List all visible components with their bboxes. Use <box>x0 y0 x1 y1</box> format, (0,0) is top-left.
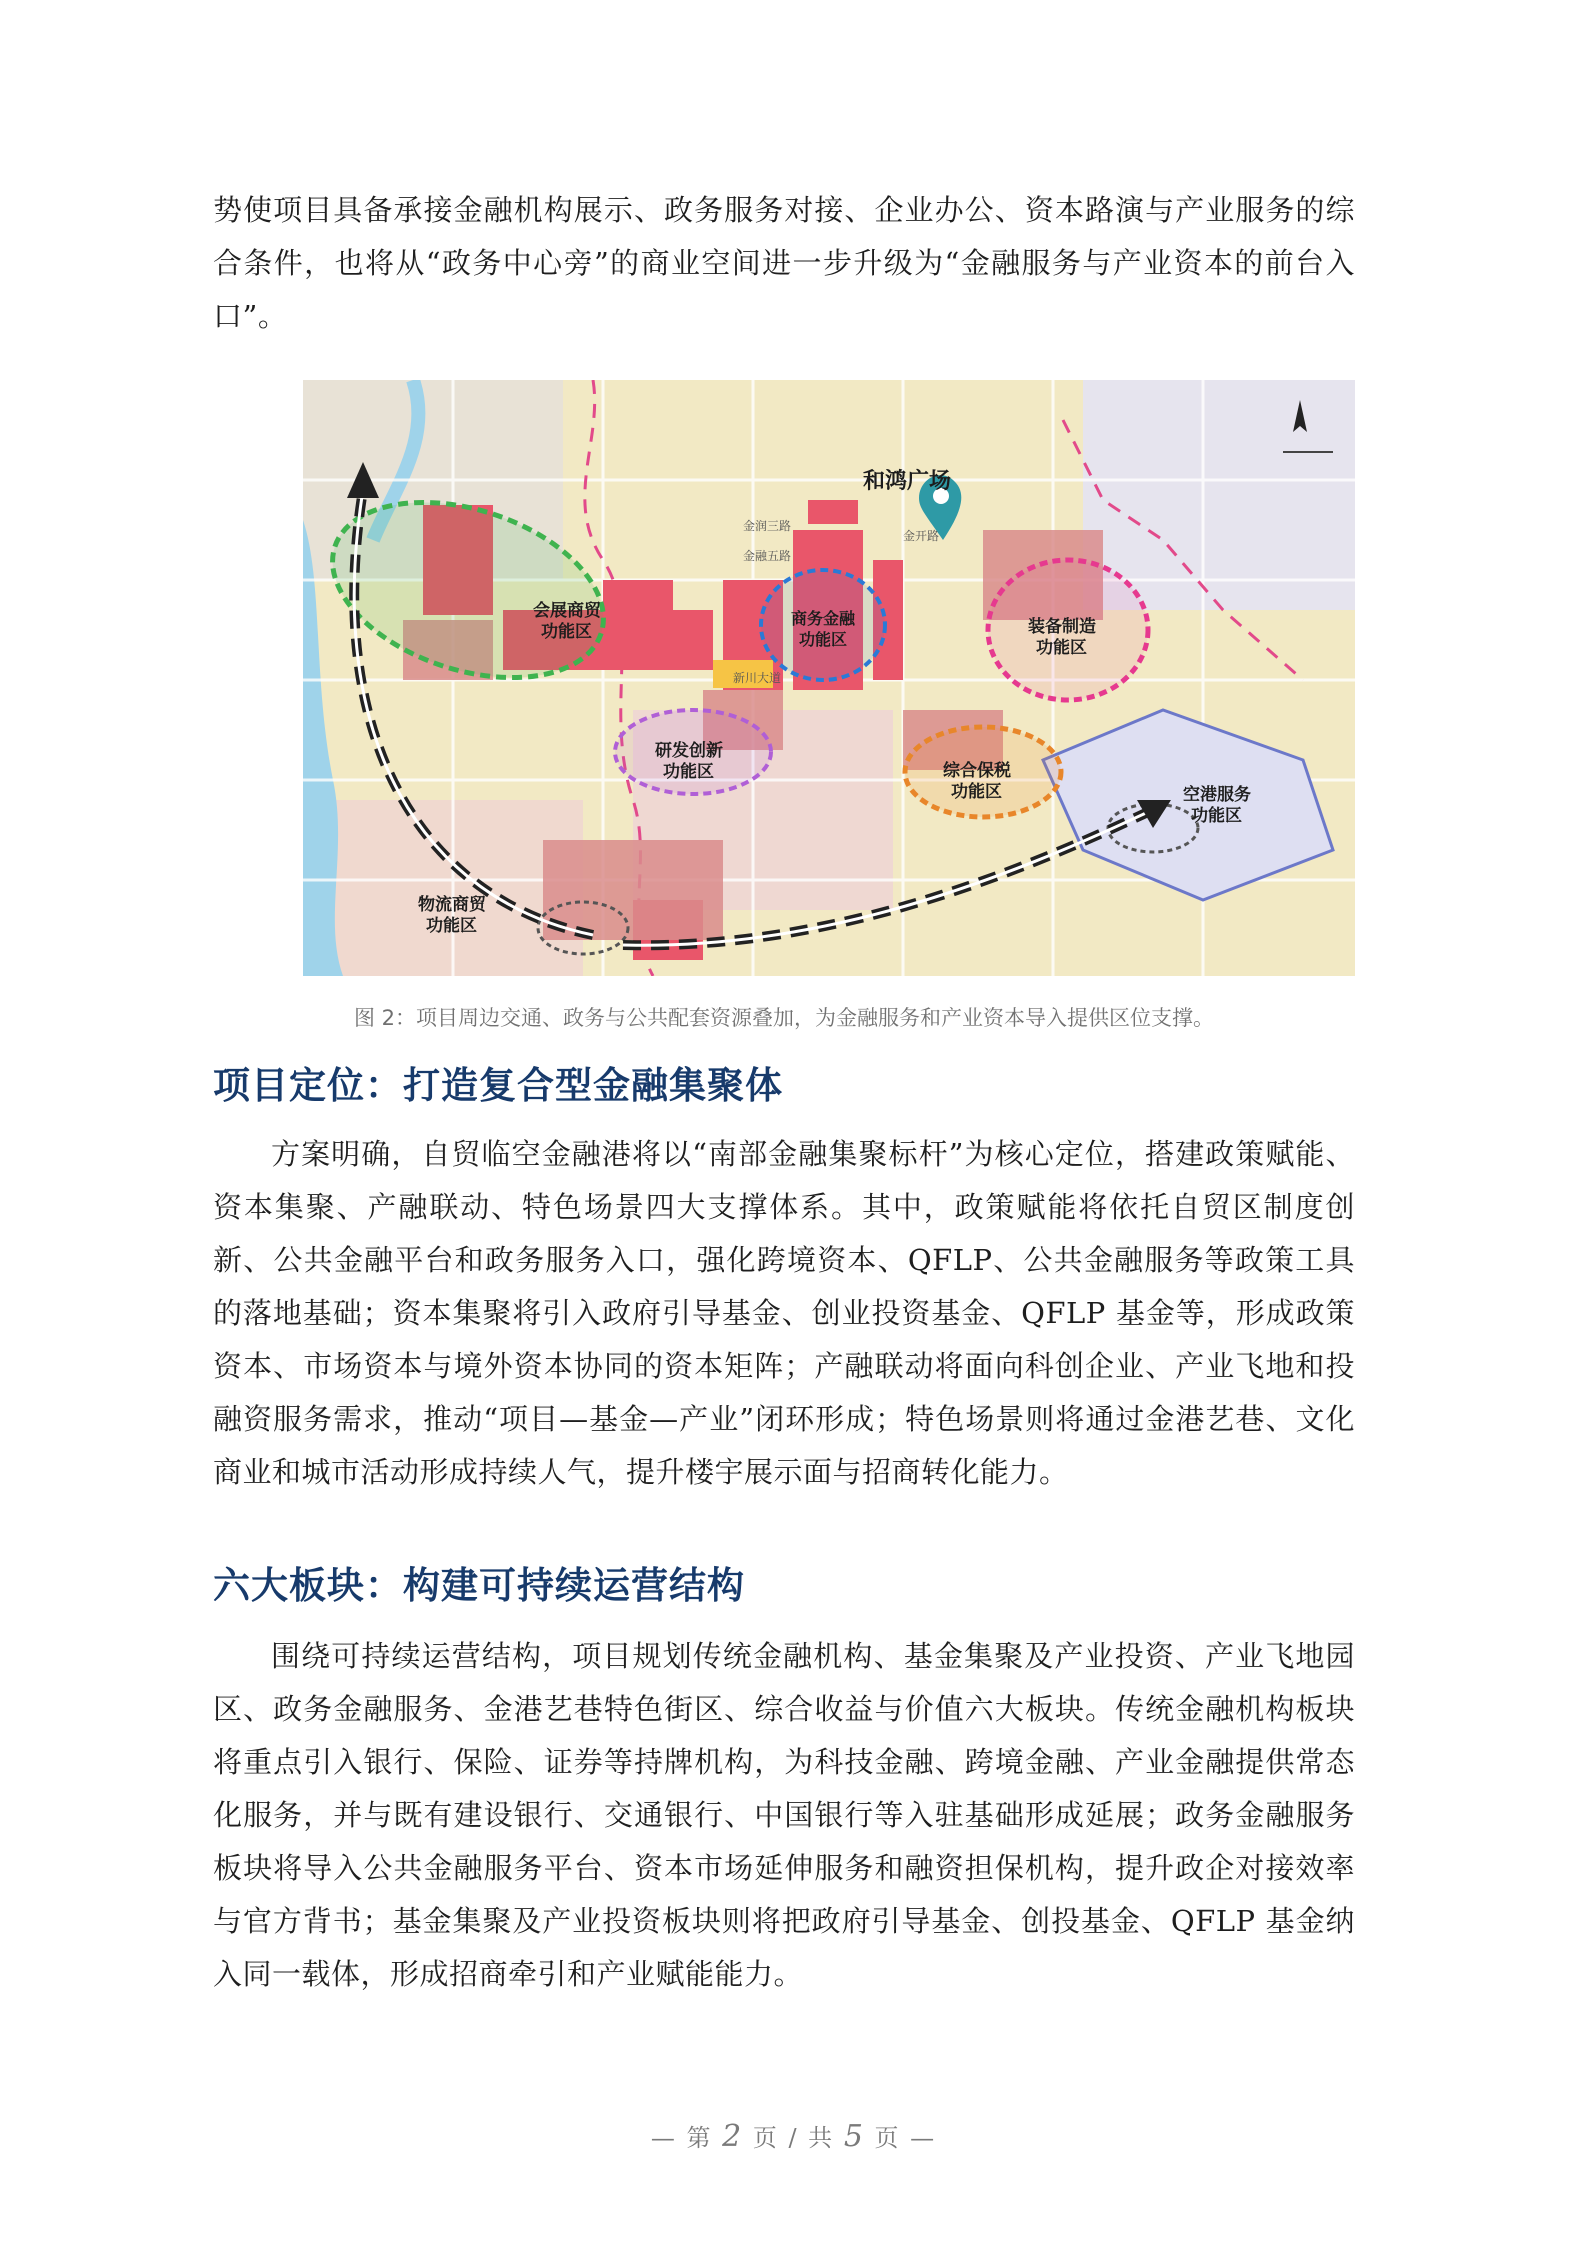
zone-label-line: 功能区 <box>951 782 1002 802</box>
zone-label-line: 功能区 <box>1036 638 1087 658</box>
zone-label-line: 功能区 <box>541 622 592 642</box>
location-map <box>303 380 1355 976</box>
zone-label-line: 功能区 <box>1191 806 1242 826</box>
total-page-number: 5 <box>843 2119 865 2154</box>
section-heading-six-sectors: 六大板块：构建可持续运营结构 <box>213 1563 745 1607</box>
zone-label-line: 功能区 <box>799 630 848 649</box>
section-paragraph-positioning: 方案明确，自贸临空金融港将以“南部金融集聚标杆”为核心定位，搭建政策赋能、资本集聚、产融联动、特色场景四大支撑体系。其中，政策赋能将依托自贸区制度创新、公共金融平台和政务服务入口，强化跨境资本、QFLP、公共金融服务等政策工具的落地基础；资本集聚将引入政府引导基金、创业投资基金、QFLP 基金等，形成政策资本、市场资本与境外资本协同的资本矩阵；产融联动将面向科创企业、产业飞地和投融资服务需求，推动“项目—基金—产业”闭环形成；特色场景则将通过金港艺巷、文化商业和城市活动形成持续人气，提升楼宇展示面与招商转化能力。 <box>213 1137 1355 1489</box>
zone-label-logistics: 物流商贸功能区 <box>418 895 486 936</box>
footer-middle: 页 / 共 <box>752 2124 835 2152</box>
footer-prefix: — 第 <box>650 2124 713 2152</box>
zone-label-line: 功能区 <box>663 762 714 782</box>
road-label: 新川大道 <box>733 671 782 685</box>
project-name-label: 和鸿广场 <box>863 469 952 494</box>
section-paragraph-six-sectors: 围绕可持续运营结构，项目规划传统金融机构、基金集聚及产业投资、产业飞地园区、政务金融服务、金港艺巷特色街区、综合收益与价值六大板块。传统金融机构板块将重点引入银行、保险、证券等持牌机构，为科技金融、跨境金融、产业金融提供常态化服务，并与既有建设银行、交通银行、中国银行等入驻基础形成延展；政务金融服务板块将导入公共金融服务平台、资本市场延伸服务和融资担保机构，提升政企对接效率与官方背书；基金集聚及产业投资板块则将把政府引导基金、创投基金、QFLP 基金纳入同一载体，形成招商牵引和产业赋能能力。 <box>213 1639 1355 1991</box>
road-label: 金融五路 <box>743 549 792 563</box>
footer-suffix: 页 — <box>874 2124 937 2152</box>
zone-label-line: 功能区 <box>426 916 477 936</box>
road-label: 金开路 <box>903 529 940 543</box>
zone-label-equipment: 装备制造功能区 <box>1028 617 1096 658</box>
current-page-number: 2 <box>722 2119 744 2154</box>
zone-label-rnd: 研发创新功能区 <box>655 741 723 782</box>
zone-label-bonded: 综合保税功能区 <box>943 761 1011 802</box>
zone-label-exhibition: 会展商贸功能区 <box>533 601 601 642</box>
location-map-figure <box>303 380 1355 976</box>
section-heading-positioning: 项目定位：打造复合型金融集聚体 <box>213 1063 783 1107</box>
zone-label-finance: 商务金融功能区 <box>791 609 856 649</box>
page-footer <box>0 2118 1587 2154</box>
figure-caption: 图 2：项目周边交通、政务与公共配套资源叠加，为金融服务和产业资本导入提供区位支撑。 <box>353 1006 1215 1030</box>
zone-label-airport: 空港服务功能区 <box>1183 785 1251 826</box>
intro-paragraph: 势使项目具备承接金融机构展示、政务服务对接、企业办公、资本路演与产业服务的综合条件，也将从“政务中心旁”的商业空间进一步升级为“金融服务与产业资本的前台入口”。 <box>213 193 1355 333</box>
road-label: 金润三路 <box>743 519 792 533</box>
